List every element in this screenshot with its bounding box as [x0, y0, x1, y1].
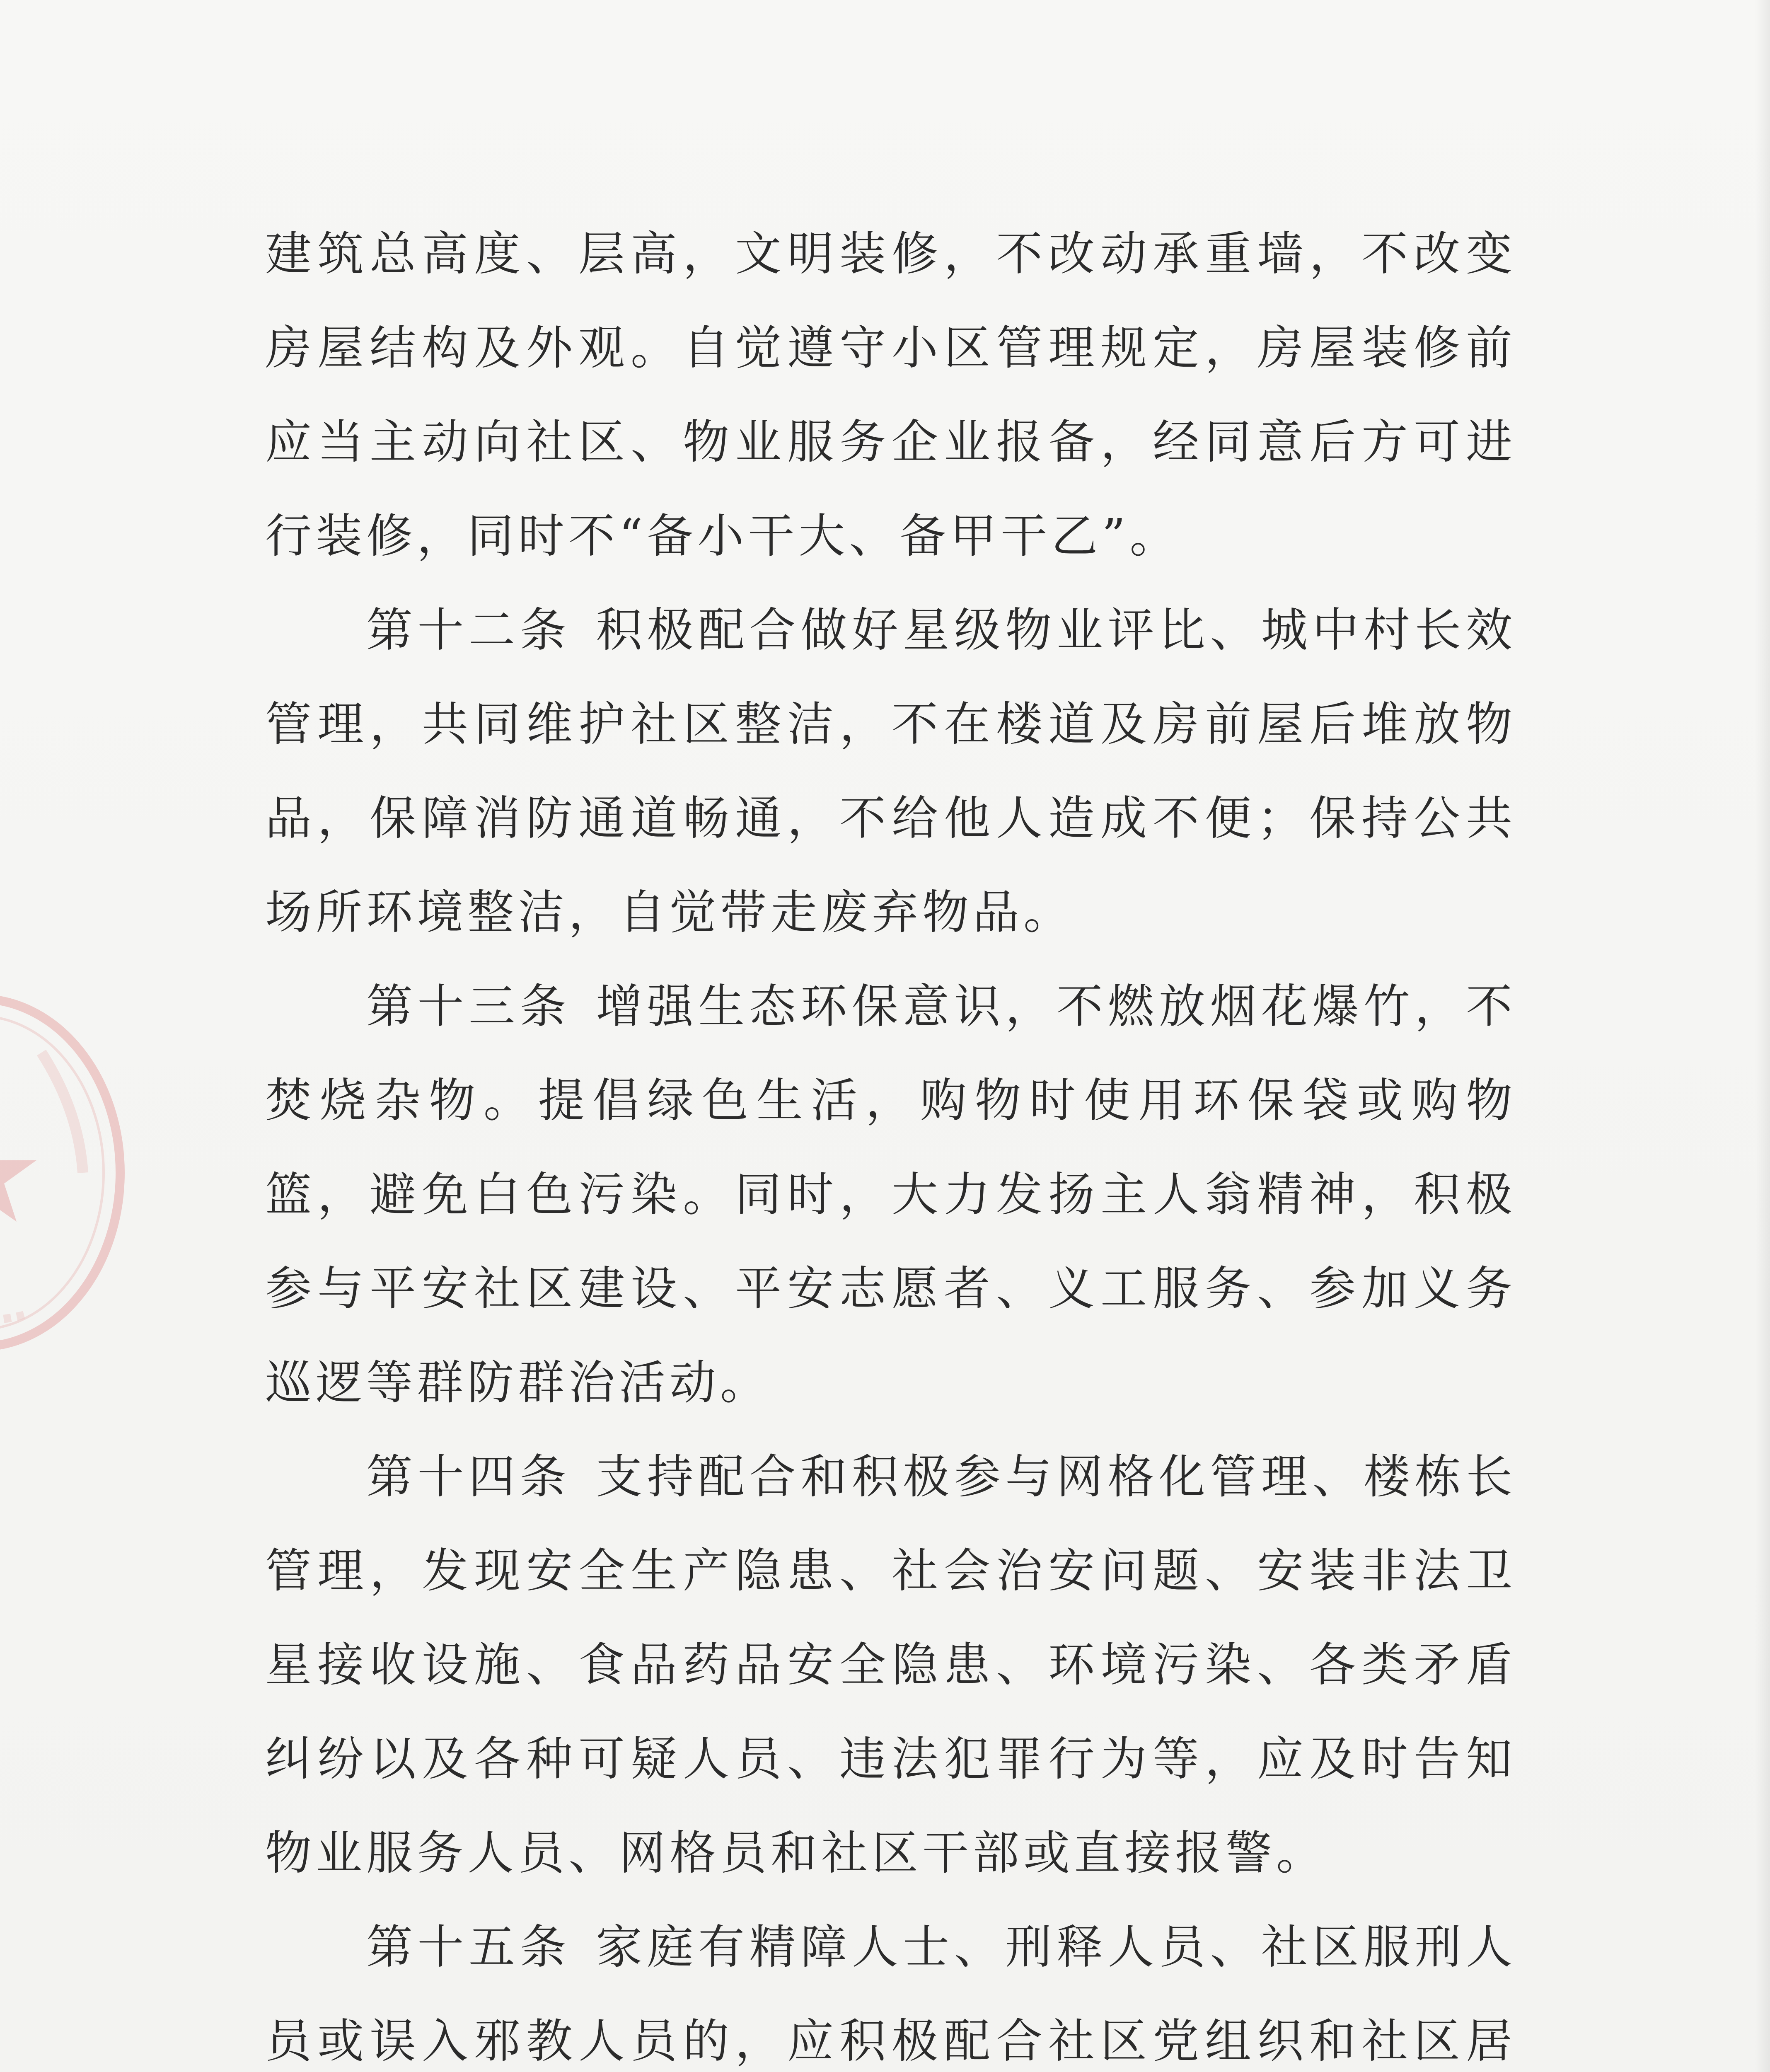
- article-15: [265, 1900, 1516, 2072]
- article-13: [265, 960, 1516, 1430]
- paragraph-text: 增强生态环保意识，不燃放烟花爆竹，不焚烧杂物。提倡绿色生活，购物时使用环保袋或购物篮，避免白色污染。同时，大力发扬主人翁精神，积极参与平安社区建设、平安志愿者、义工服务、参加义务巡逻等群防群治活动。: [265, 980, 1517, 1410]
- document-body: [265, 207, 1516, 2072]
- paragraph-text: 积极配合做好星级物业评比、城中村长效管理，共同维护社区整洁，不在楼道及房前屋后堆放物品，保障消防通道畅通，不给他人造成不便；保持公共场所环境整洁，自觉带走废弃物品。: [265, 603, 1517, 939]
- star-icon: [0, 1123, 36, 1222]
- scan-edge-right: [1755, 0, 1770, 2072]
- article-12: [265, 583, 1516, 960]
- article-heading: 第十三条: [366, 980, 571, 1034]
- seal-graphic: [0, 986, 137, 1359]
- paragraph-continuation: [265, 207, 1516, 583]
- article-heading: 第十二条: [366, 603, 571, 657]
- paragraph-text: 家庭有精障人士、刑释人员、社区服刑人员或误入邪教人员的，应积极配合社区党组织和社区居: [265, 1920, 1517, 2068]
- article-heading: 第十四条: [366, 1450, 571, 1504]
- paragraph-text: 建筑总高度、层高，文明装修，不改动承重墙，不改变房屋结构及外观。自觉遵守小区管理规定，房屋装修前应当主动向社区、物业服务企业报备，经同意后方可进行装修，同时不“备小干大、备甲干乙”。: [265, 227, 1516, 563]
- article-14: [265, 1430, 1516, 1900]
- article-heading: 第十五条: [366, 1920, 571, 1974]
- red-seal-stamp: [0, 986, 137, 1359]
- paragraph-text: 支持配合和积极参与网格化管理、楼栋长管理，发现安全生产隐患、社会治安问题、安装非法卫星接收设施、食品药品安全隐患、环境污染、各类矛盾纠纷以及各种可疑人员、违法犯罪行为等，应及时告知物业服务人员、网格员和社区干部或直接报警。: [265, 1450, 1517, 1880]
